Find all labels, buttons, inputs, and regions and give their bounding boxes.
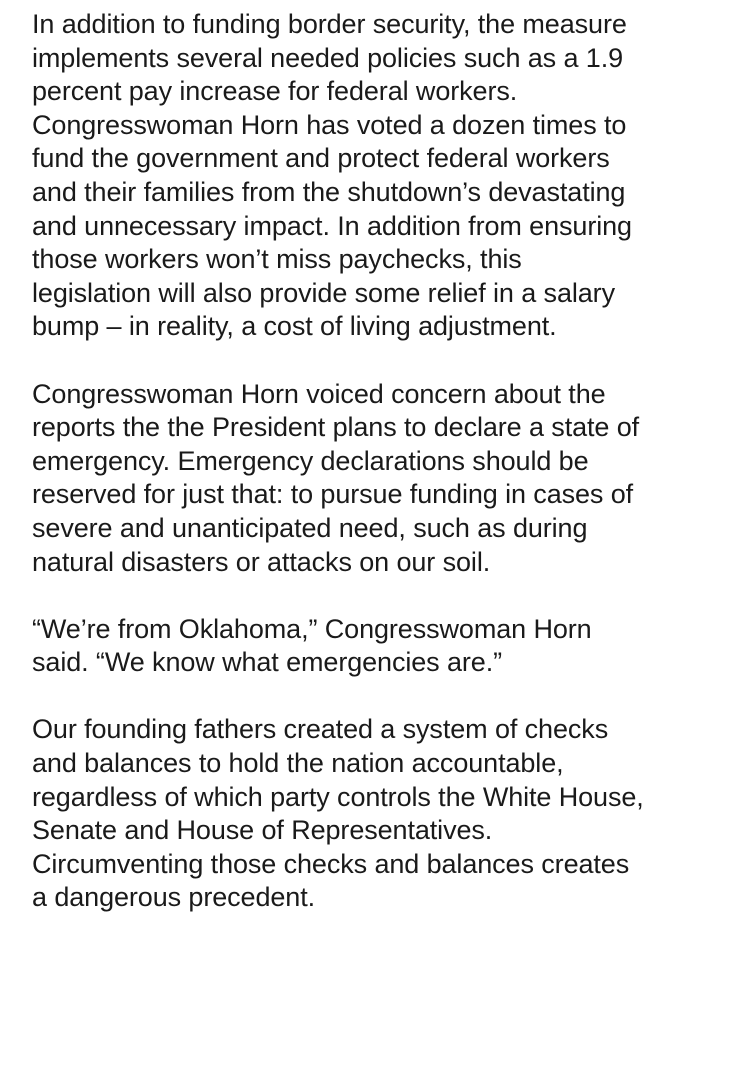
text-line: and their families from the shutdown’s devastating bbox=[32, 176, 626, 207]
text-line: Congresswoman Horn has voted a dozen times to bbox=[32, 109, 627, 140]
text-line: Senate and House of Representatives. bbox=[32, 815, 493, 846]
text-line: fund the government and protect federal workers bbox=[32, 143, 610, 174]
paragraph-border-security bbox=[32, 8, 738, 344]
text-line: In addition to funding border security, the measure bbox=[32, 9, 627, 39]
paragraph-checks-and-balances bbox=[32, 713, 738, 915]
text-line: Congresswoman Horn voiced concern about the bbox=[32, 378, 606, 409]
text-line: bump – in reality, a cost of living adjustment. bbox=[32, 311, 557, 342]
text-line: said. “We know what emergencies are.” bbox=[32, 647, 503, 678]
text-line: and unnecessary impact. In addition from ensuring bbox=[32, 210, 632, 241]
text-line: percent pay increase for federal workers. bbox=[32, 76, 518, 107]
text-line: emergency. Emergency declarations should be bbox=[32, 445, 589, 476]
text-line: reports the the President plans to declare a state of bbox=[32, 412, 640, 443]
text-line: reserved for just that: to pursue funding in cases of bbox=[32, 479, 634, 510]
text-line: natural disasters or attacks on our soil. bbox=[32, 546, 491, 577]
text-line: and balances to hold the nation accountable, bbox=[32, 748, 564, 779]
document-body bbox=[32, 8, 738, 915]
paragraph-quote bbox=[32, 613, 738, 680]
text-line: a dangerous precedent. bbox=[32, 882, 316, 913]
text-line: regardless of which party controls the White House, bbox=[32, 781, 644, 812]
text-line: “We’re from Oklahoma,” Congresswoman Horn bbox=[32, 613, 592, 644]
text-line: Our founding fathers created a system of checks bbox=[32, 714, 609, 745]
text-line: those workers won’t miss paychecks, this bbox=[32, 244, 522, 275]
text-line: legislation will also provide some relief in a salary bbox=[32, 277, 615, 308]
text-line: Circumventing those checks and balances creates bbox=[32, 848, 630, 879]
text-line: severe and unanticipated need, such as during bbox=[32, 512, 588, 543]
text-line: implements several needed policies such as a 1.9 bbox=[32, 42, 624, 73]
paragraph-emergency-concern bbox=[32, 378, 738, 580]
